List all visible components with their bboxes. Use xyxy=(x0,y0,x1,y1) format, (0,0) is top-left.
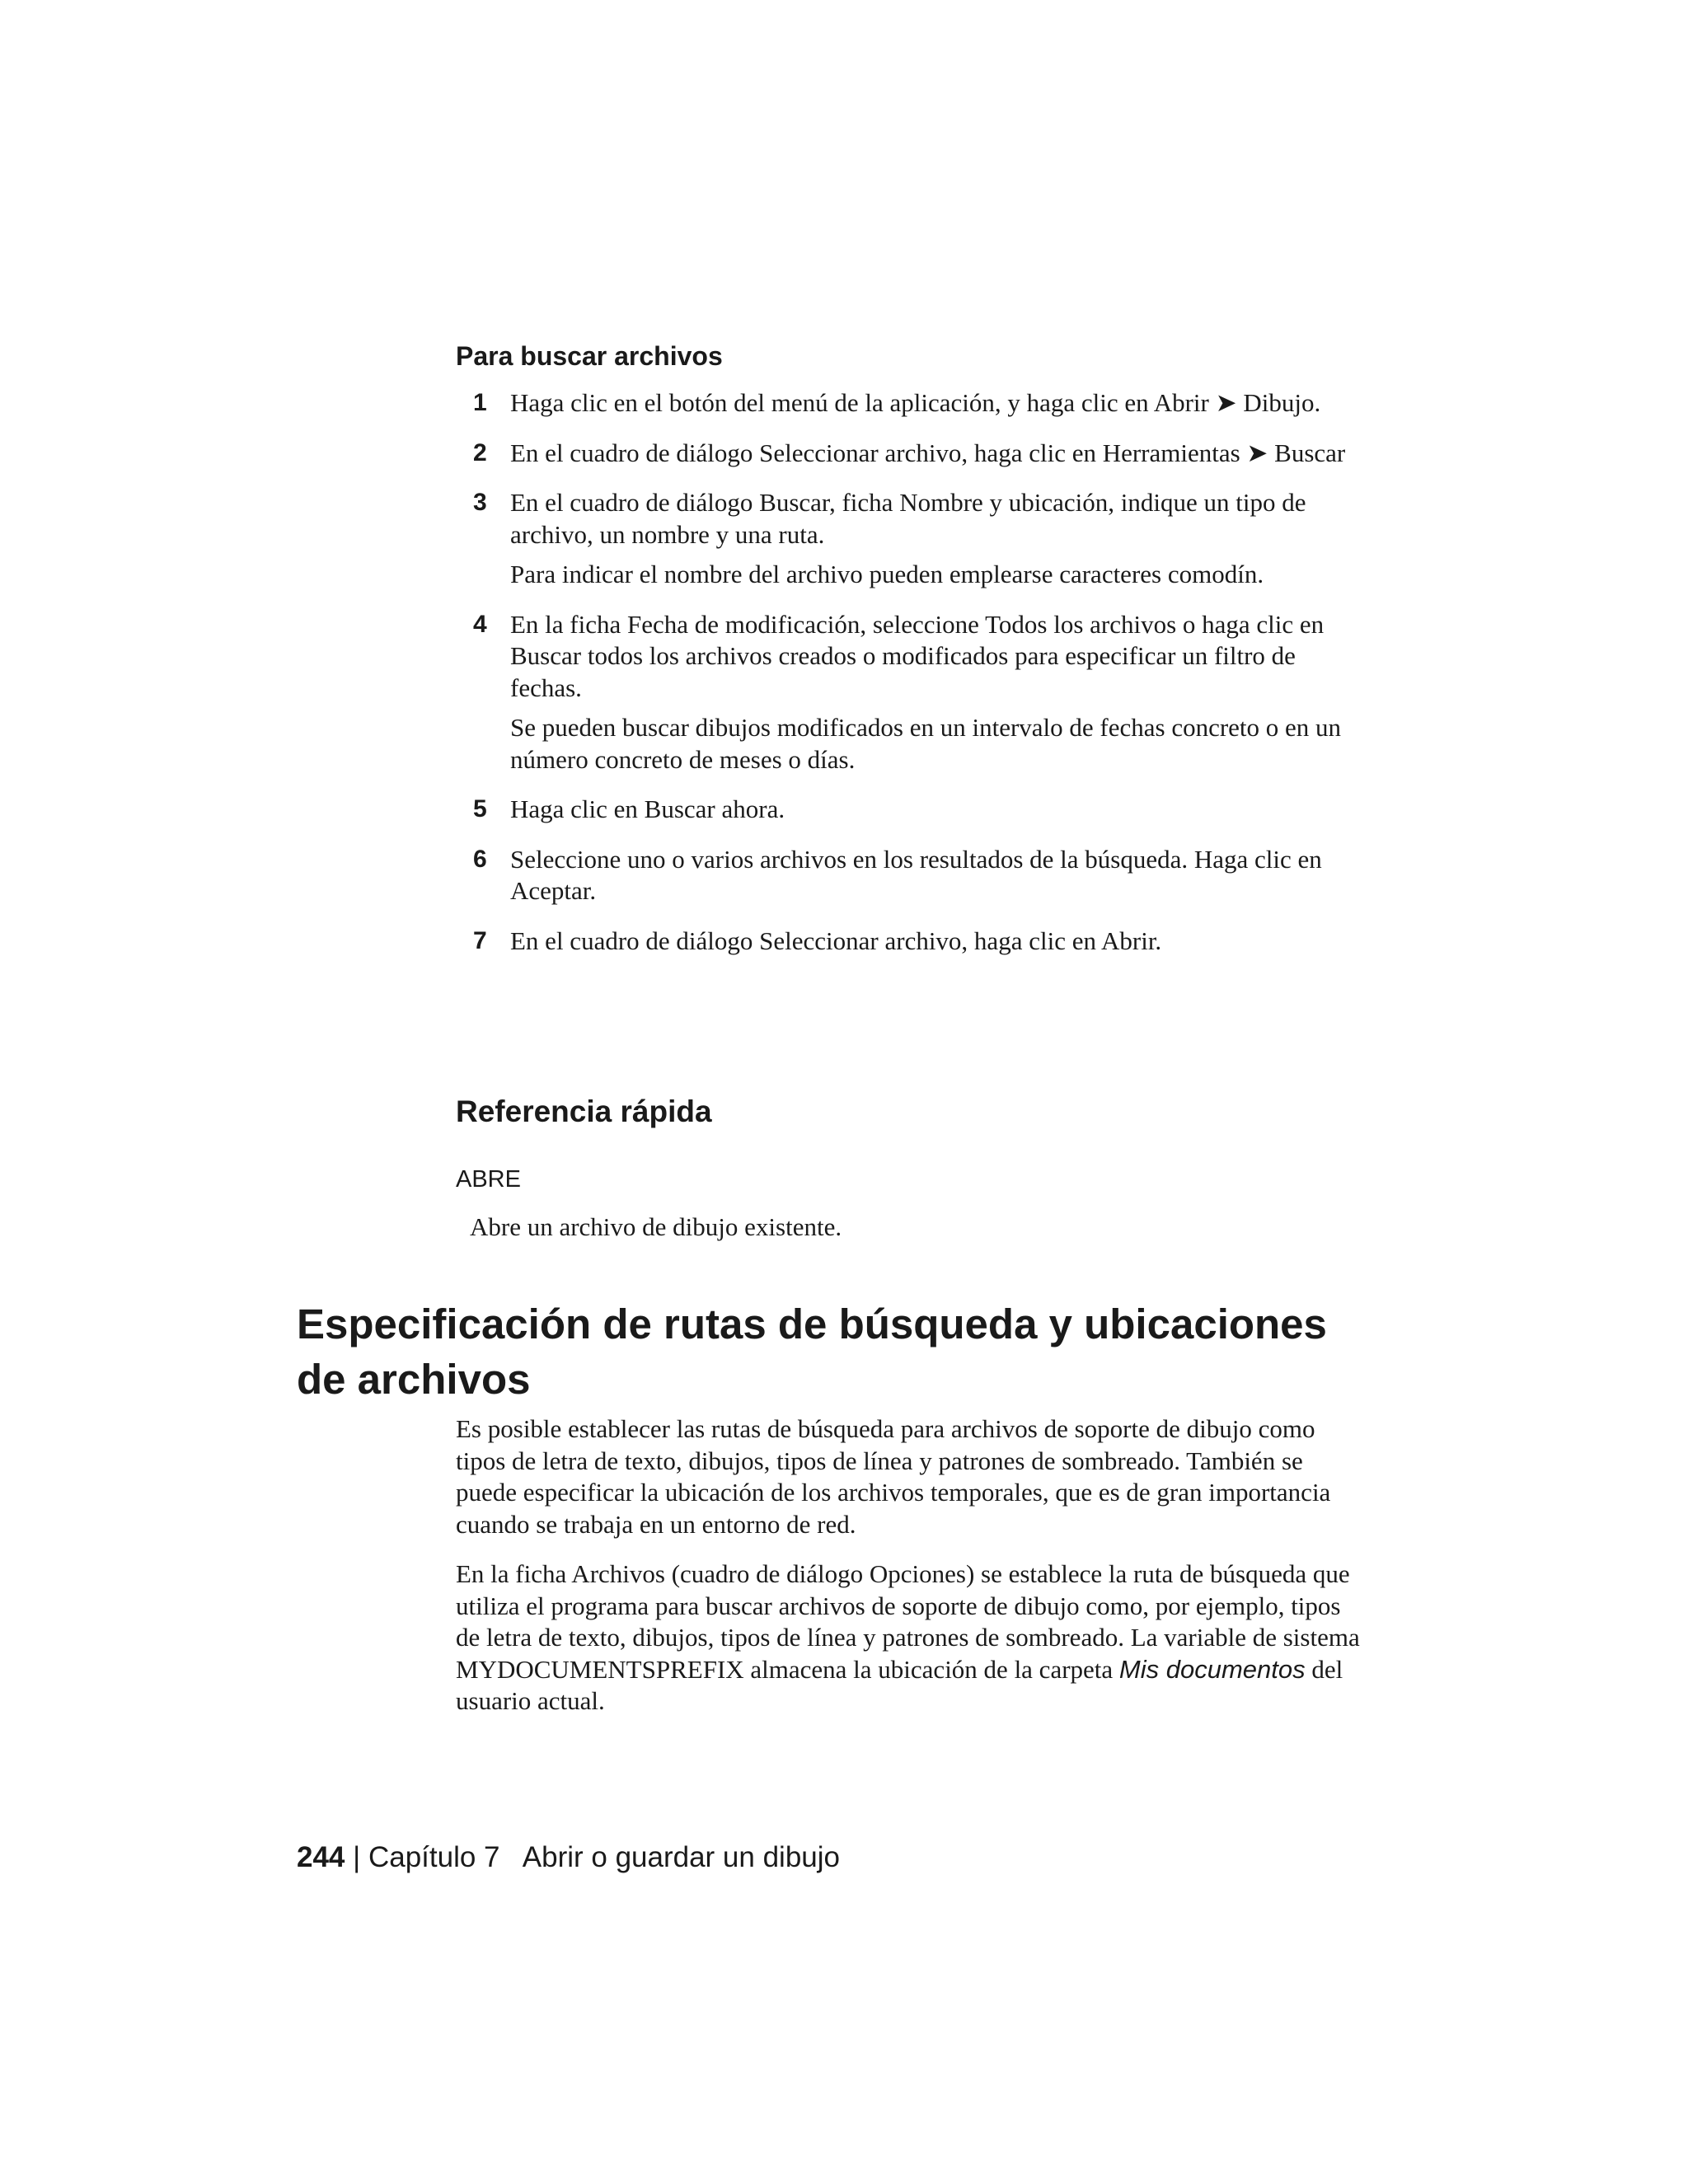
step-text: Seleccione uno o varios archivos en los resultados de la búsqueda. Haga clic en Aceptar. xyxy=(510,844,1322,905)
command-name: ABRE xyxy=(456,1166,521,1193)
step-note: Para indicar el nombre del archivo pueden emplearse caracteres comodín. xyxy=(510,560,1264,588)
step-text: Haga clic en Buscar ahora. xyxy=(510,794,785,823)
step-number: 7 xyxy=(473,926,487,954)
footer-separator: | xyxy=(345,1841,368,1873)
step-text: En el cuadro de diálogo Buscar, ficha Nombre y ubicación, indique un tipo de archivo, un nombre y una ruta. xyxy=(510,488,1306,549)
step-2 xyxy=(456,438,1346,470)
step-3 xyxy=(456,487,1346,591)
section-heading: Especificación de rutas de búsqueda y ubicaciones de archivos xyxy=(297,1301,1327,1403)
step-4 xyxy=(456,609,1346,776)
step-number: 2 xyxy=(473,438,487,466)
procedure-steps xyxy=(456,387,1346,975)
step-number: 5 xyxy=(473,795,487,823)
step-text: Haga clic en el botón del menú de la aplicación, y haga clic en Abrir ➤ Dibujo. xyxy=(510,388,1321,417)
folder-name-italic: Mis documentos xyxy=(1118,1654,1306,1684)
step-6 xyxy=(456,844,1346,907)
quick-reference-title: Referencia rápida xyxy=(456,1094,712,1128)
command-description: Abre un archivo de dibujo existente. xyxy=(470,1212,842,1241)
page-number: 244 xyxy=(297,1841,345,1873)
step-1 xyxy=(456,387,1346,419)
step-number: 3 xyxy=(473,489,487,516)
page-footer xyxy=(297,1840,840,1876)
step-text: En el cuadro de diálogo Seleccionar archivo, haga clic en Herramientas ➤ Buscar xyxy=(510,438,1346,467)
step-note: Se pueden buscar dibujos modificados en un intervalo de fechas concreto o en un número concreto de meses o días. xyxy=(510,713,1342,774)
step-7 xyxy=(456,926,1346,958)
step-text: En el cuadro de diálogo Seleccionar archivo, haga clic en Abrir. xyxy=(510,926,1162,955)
step-number: 6 xyxy=(473,845,487,873)
body-paragraph xyxy=(456,1558,1362,1718)
chapter-label: Capítulo 7 xyxy=(368,1841,500,1873)
step-number: 1 xyxy=(473,389,487,416)
step-text: En la ficha Fecha de modificación, seleccione Todos los archivos o haga clic en Buscar todos los archivos creados o modificados para especificar un filtro de fechas. xyxy=(510,609,1325,702)
chapter-title: Abrir o guardar un dibujo xyxy=(522,1841,841,1873)
step-5 xyxy=(456,794,1346,826)
paragraph-text: del usuario actual. xyxy=(456,1654,1343,1715)
body-paragraph: Es posible establecer las rutas de búsqueda para archivos de soporte de dibujo como tipos de letra de texto, dibujos, tipos de línea y patrones de sombreado. También se puede especificar la ubicación de los archivos temporales, que es de gran importancia cuando se trabaja en un entorno de red. xyxy=(456,1414,1331,1539)
procedure-title: Para buscar archivos xyxy=(456,341,723,371)
paragraph-text: En la ficha Archivos (cuadro de diálogo Opciones) se establece la ruta de búsqueda que utiliza el programa para buscar archivos de soporte de dibujo como, por ejemplo, tipos de letra de texto, dibujos, tipos de línea y patrones de sombreado. La variable de sistema MYDOCUMENTSPREFIX almacena la ubicación de la carpeta xyxy=(456,1559,1360,1684)
step-number: 4 xyxy=(473,610,487,638)
